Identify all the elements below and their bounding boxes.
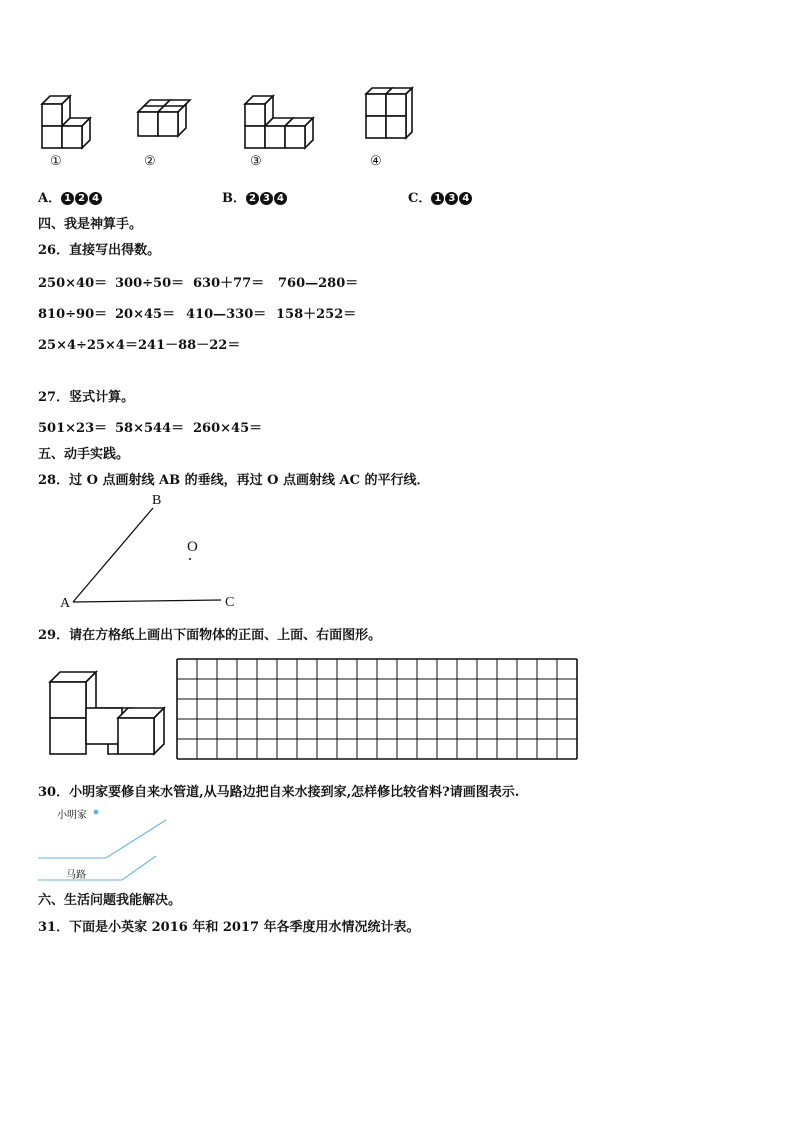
q29-grid-paper[interactable] [176,657,578,761]
point-b-label: B [152,493,162,508]
q26-title: 26．直接写出得数。 [38,243,161,258]
choice-a-num-2: 2 [75,192,88,205]
road-edge-upper [38,820,166,858]
figure-4-cubes [364,86,420,142]
figure-1-label: ① [50,154,62,169]
choice-a-num-1: 1 [61,192,74,205]
q26-item: 241－88－22＝ [138,338,241,353]
choice-c-num-1: 1 [431,192,444,205]
choice-c-num-2: 3 [445,192,458,205]
q26-item: 760—280＝ [278,276,359,291]
figure-3-cubes [243,94,319,150]
figure-3-label: ③ [250,154,262,169]
choice-c-num-3: 4 [459,192,472,205]
q27-item: 501×23＝ [38,421,108,436]
q29-title: 29．请在方格纸上画出下面物体的正面、上面、右面图形。 [38,628,382,643]
road-label: 马路 [66,870,86,881]
point-a-label: A [60,596,71,611]
q26-item: 630＋77＝ [193,276,265,291]
q28-title: 28．过 O 点画射线 AB 的垂线，再过 O 点画射线 AC 的平行线． [38,473,430,488]
q26-item: 810÷90＝ [38,307,108,322]
choice-b-letter: B． [222,191,246,206]
q26-item: 25×4÷25×4＝ [38,338,138,353]
q27-title: 27．竖式计算。 [38,390,135,405]
q26-item: 300÷50＝ [115,276,185,291]
point-c-label: C [225,595,235,610]
figure-2-cubes [136,100,196,140]
figure-1-cubes [40,94,100,146]
section-6-title: 六、生活问题我能解决。 [38,893,182,908]
q27-item: 260×45＝ [193,421,263,436]
q26-item: 410—330＝ [186,307,267,322]
q27-item: 58×544＝ [115,421,185,436]
q31-title: 31．下面是小英家 2016 年和 2017 年各季度用水情况统计表。 [38,920,420,935]
road-edge-lower [38,856,156,880]
choice-a-num-3: 4 [89,192,102,205]
choice-b-num-1: 2 [246,192,259,205]
q29-object-cubes [46,668,172,756]
point-o [189,558,191,560]
figure-2-label: ② [144,154,156,169]
choice-a-letter: A． [38,191,62,206]
home-dot [94,810,99,815]
section-4-title: 四、我是神算手。 [38,217,143,232]
choice-a[interactable] [38,187,103,206]
choice-c-letter: C． [408,191,432,206]
point-o-label: O [187,539,198,555]
q30-road-figure [36,806,176,882]
choice-c[interactable] [408,187,473,206]
choice-b-num-3: 4 [274,192,287,205]
q30-title: 30．小明家要修自来水管道,从马路边把自来水接到家,怎样修比较省料?请画图表示. [38,785,520,800]
home-label: 小明家 [57,810,87,821]
section-5-title: 五、动手实践。 [38,447,130,462]
q26-item: 158＋252＝ [276,307,357,322]
ray-ac [73,600,221,602]
ray-ab [73,508,153,602]
q26-item: 250×40＝ [38,276,108,291]
choice-b[interactable] [222,187,288,206]
figure-4-label: ④ [370,154,382,169]
choice-b-num-2: 3 [260,192,273,205]
q26-item: 20×45＝ [115,307,176,322]
